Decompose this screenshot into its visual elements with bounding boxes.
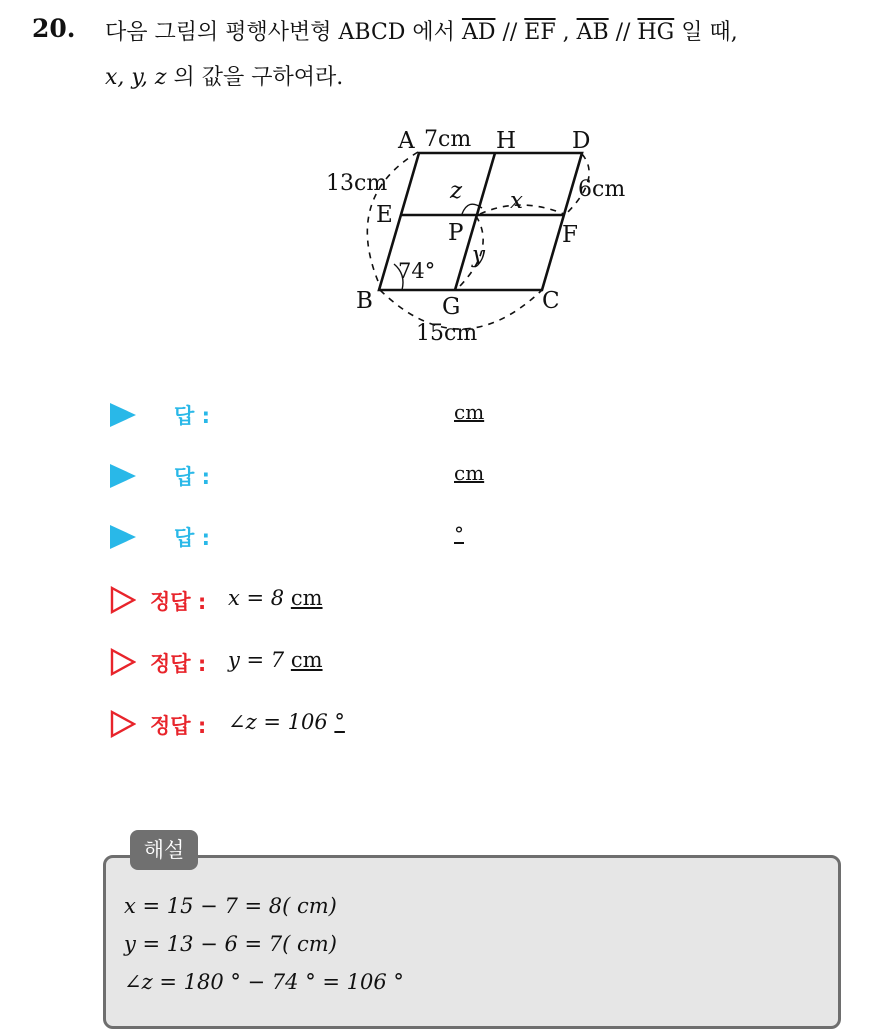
label-df-length: 6cm [578,177,626,202]
label-a: A [398,128,415,154]
explanation-line: x = 15 − 7 = 8( cm) [124,894,337,918]
solution-expression [228,648,323,672]
solution-expression [228,710,345,734]
answer-label: 답 : [174,404,210,428]
label-z: z [450,178,463,204]
answer-unit: cm [454,461,485,485]
parallel-symbol: // [608,20,638,45]
question-variables: x, y, z [105,65,167,90]
answer-row[interactable] [110,459,485,493]
solution-value: y = 7 [228,648,285,672]
label-p: P [448,220,464,246]
label-d: D [572,128,591,154]
parallelogram-figure [320,118,650,350]
segment-hg: $\overline{HG}$ [637,20,675,45]
question-line-1 [105,15,738,46]
label-c: C [542,288,560,314]
question-number: 20. [32,14,76,43]
solution-expression [228,586,323,610]
question-text-prefix: 다음 그림의 평행사변형 ABCD 에서 [105,20,462,45]
solution-unit: ° [334,710,345,734]
answer-row[interactable] [110,520,464,554]
answer-label: 답 : [174,526,210,550]
segment-ab: $\overline{AB}$ [576,20,609,45]
label-e: E [376,202,393,228]
solution-value: x = 8 [228,586,285,610]
answer-unit: cm [454,400,485,424]
segment-ef: $\overline{EF}$ [524,20,556,45]
solution-unit: cm [290,586,323,610]
solution-unit: cm [290,648,323,672]
label-y: y [472,242,485,268]
play-arrow-icon [110,525,136,549]
answer-label: 답 : [174,465,210,489]
explanation-line: ∠z = 180 ° − 74 ° = 106 ° [124,970,404,994]
solution-label: 정답 : [150,714,207,738]
solution-label: 정답 : [150,590,207,614]
label-f: F [562,222,578,248]
label-bc-length: 15cm [416,321,478,346]
explanation-line: y = 13 − 6 = 7( cm) [124,932,337,956]
label-ab-length: 13cm [326,171,388,196]
answer-row[interactable] [110,398,485,432]
play-arrow-icon [110,464,136,488]
separator: , [555,20,577,45]
label-angle-b: 74° [398,259,436,283]
label-ah-length: 7cm [424,127,472,152]
label-h: H [496,128,517,154]
solution-label: 정답 : [150,652,207,676]
parallel-symbol: // [495,20,525,45]
outline-arrow-icon [110,648,136,676]
label-x: x [510,188,523,214]
answer-unit: ° [454,522,464,546]
solution-value: ∠z = 106 [228,710,328,734]
outline-arrow-icon [110,586,136,614]
outline-arrow-icon [110,710,136,738]
explanation-tab: 해설 [130,830,198,870]
question-text-line2: 의 값을 구하여라. [166,65,344,90]
segment-ad: $\overline{AD}$ [461,20,496,45]
question-text-suffix: 일 때, [674,20,738,45]
label-g: G [442,294,461,320]
question-line-2 [105,60,343,91]
label-b: B [356,288,373,314]
play-arrow-icon [110,403,136,427]
